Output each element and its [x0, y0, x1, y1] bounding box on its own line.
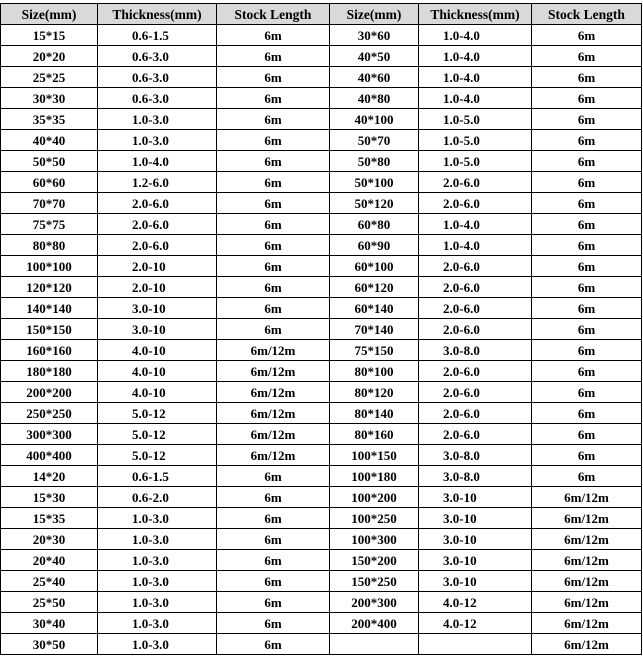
cell-size-left: 200*200 [1, 382, 98, 403]
cell-stock-length-left: 6m [217, 235, 330, 256]
cell-size-left: 180*180 [1, 361, 98, 382]
cell-size-right: 60*100 [330, 256, 419, 277]
table-row [1, 172, 642, 193]
cell-thickness-left: 3.0-10 [98, 319, 217, 340]
cell-thickness-right: 2.0-6.0 [419, 403, 532, 424]
table-row [1, 550, 642, 571]
cell-thickness-left: 1.0-3.0 [98, 529, 217, 550]
cell-stock-length-right: 6m [532, 67, 642, 88]
table-row [1, 340, 642, 361]
cell-size-right: 60*80 [330, 214, 419, 235]
cell-stock-length-right: 6m/12m [532, 613, 642, 634]
table-row [1, 256, 642, 277]
cell-stock-length-right: 6m [532, 214, 642, 235]
cell-stock-length-left: 6m [217, 214, 330, 235]
cell-size-left: 25*40 [1, 571, 98, 592]
cell-stock-length-right: 6m [532, 340, 642, 361]
header-thickness-right: Thickness(mm) [419, 4, 532, 25]
cell-size-right: 100*250 [330, 508, 419, 529]
cell-stock-length-left: 6m/12m [217, 382, 330, 403]
cell-thickness-left: 2.0-6.0 [98, 214, 217, 235]
table-row [1, 46, 642, 67]
cell-thickness-left: 1.0-3.0 [98, 571, 217, 592]
cell-size-left: 400*400 [1, 445, 98, 466]
cell-size-right: 80*100 [330, 361, 419, 382]
cell-stock-length-right: 6m/12m [532, 550, 642, 571]
table-row [1, 529, 642, 550]
cell-thickness-right: 1.0-4.0 [419, 46, 532, 67]
cell-thickness-right: 3.0-10 [419, 571, 532, 592]
cell-size-right: 80*160 [330, 424, 419, 445]
cell-stock-length-left: 6m [217, 277, 330, 298]
cell-thickness-left: 0.6-1.5 [98, 466, 217, 487]
cell-size-left: 60*60 [1, 172, 98, 193]
cell-size-right: 70*140 [330, 319, 419, 340]
cell-stock-length-left: 6m [217, 613, 330, 634]
cell-thickness-left: 4.0-10 [98, 340, 217, 361]
cell-thickness-left: 1.0-3.0 [98, 109, 217, 130]
cell-size-left: 30*40 [1, 613, 98, 634]
table-row [1, 214, 642, 235]
cell-thickness-right: 2.0-6.0 [419, 424, 532, 445]
cell-stock-length-right: 6m [532, 424, 642, 445]
cell-thickness-left: 1.0-3.0 [98, 550, 217, 571]
table-row [1, 592, 642, 613]
cell-stock-length-left: 6m [217, 172, 330, 193]
table-row [1, 319, 642, 340]
cell-stock-length-left: 6m [217, 67, 330, 88]
cell-size-left: 300*300 [1, 424, 98, 445]
cell-stock-length-right: 6m [532, 193, 642, 214]
cell-stock-length-left: 6m [217, 193, 330, 214]
table-row [1, 634, 642, 655]
cell-size-right: 200*300 [330, 592, 419, 613]
cell-size-left: 25*25 [1, 67, 98, 88]
cell-size-right: 100*150 [330, 445, 419, 466]
cell-size-left: 20*20 [1, 46, 98, 67]
cell-stock-length-left: 6m [217, 550, 330, 571]
cell-size-left: 20*30 [1, 529, 98, 550]
table-row [1, 130, 642, 151]
cell-size-right: 100*300 [330, 529, 419, 550]
cell-size-left: 25*50 [1, 592, 98, 613]
header-stock-length-left: Stock Length [217, 4, 330, 25]
cell-size-left: 160*160 [1, 340, 98, 361]
cell-stock-length-right: 6m [532, 88, 642, 109]
cell-thickness-right: 3.0-10 [419, 550, 532, 571]
cell-size-right: 50*120 [330, 193, 419, 214]
table-row [1, 445, 642, 466]
cell-stock-length-right: 6m/12m [532, 508, 642, 529]
header-stock-length-right: Stock Length [532, 4, 642, 25]
cell-stock-length-left: 6m [217, 592, 330, 613]
cell-size-left: 120*120 [1, 277, 98, 298]
table-row [1, 466, 642, 487]
cell-size-right: 50*80 [330, 151, 419, 172]
cell-stock-length-right: 6m [532, 172, 642, 193]
cell-thickness-right: 3.0-10 [419, 487, 532, 508]
cell-size-left: 80*80 [1, 235, 98, 256]
cell-thickness-left: 1.0-4.0 [98, 151, 217, 172]
cell-stock-length-left: 6m [217, 130, 330, 151]
cell-size-left: 14*20 [1, 466, 98, 487]
table-row [1, 613, 642, 634]
cell-thickness-right: 1.0-5.0 [419, 130, 532, 151]
cell-stock-length-right: 6m/12m [532, 487, 642, 508]
cell-thickness-left: 0.6-3.0 [98, 46, 217, 67]
cell-stock-length-right: 6m/12m [532, 529, 642, 550]
cell-stock-length-right: 6m [532, 403, 642, 424]
cell-thickness-right: 4.0-12 [419, 592, 532, 613]
cell-size-left: 75*75 [1, 214, 98, 235]
cell-thickness-right: 3.0-8.0 [419, 340, 532, 361]
table-row [1, 235, 642, 256]
cell-thickness-left: 5.0-12 [98, 424, 217, 445]
cell-stock-length-left: 6m [217, 634, 330, 655]
cell-thickness-right: 3.0-8.0 [419, 445, 532, 466]
cell-thickness-right: 1.0-4.0 [419, 214, 532, 235]
cell-stock-length-right: 6m [532, 298, 642, 319]
cell-size-right: 80*120 [330, 382, 419, 403]
cell-thickness-right: 2.0-6.0 [419, 256, 532, 277]
table-row [1, 298, 642, 319]
cell-size-left: 70*70 [1, 193, 98, 214]
cell-size-right: 40*50 [330, 46, 419, 67]
cell-thickness-left: 0.6-3.0 [98, 67, 217, 88]
cell-stock-length-right: 6m [532, 277, 642, 298]
cell-thickness-right: 3.0-10 [419, 529, 532, 550]
cell-thickness-right [419, 634, 532, 655]
cell-size-left: 15*30 [1, 487, 98, 508]
table-row [1, 109, 642, 130]
header-size-right: Size(mm) [330, 4, 419, 25]
cell-thickness-right: 1.0-5.0 [419, 109, 532, 130]
cell-size-left: 30*50 [1, 634, 98, 655]
cell-size-left: 35*35 [1, 109, 98, 130]
cell-size-right: 75*150 [330, 340, 419, 361]
cell-size-left: 20*40 [1, 550, 98, 571]
cell-size-left: 140*140 [1, 298, 98, 319]
cell-thickness-left: 0.6-1.5 [98, 25, 217, 46]
cell-thickness-right: 1.0-4.0 [419, 235, 532, 256]
table-row [1, 25, 642, 46]
cell-stock-length-left: 6m [217, 256, 330, 277]
cell-stock-length-left: 6m/12m [217, 445, 330, 466]
cell-thickness-right: 2.0-6.0 [419, 298, 532, 319]
table-row [1, 193, 642, 214]
cell-stock-length-right: 6m [532, 256, 642, 277]
cell-thickness-left: 1.0-3.0 [98, 592, 217, 613]
cell-thickness-left: 2.0-10 [98, 277, 217, 298]
cell-thickness-left: 3.0-10 [98, 298, 217, 319]
cell-thickness-left: 2.0-6.0 [98, 193, 217, 214]
cell-stock-length-left: 6m [217, 298, 330, 319]
table-row [1, 424, 642, 445]
cell-size-right: 40*80 [330, 88, 419, 109]
cell-stock-length-left: 6m [217, 508, 330, 529]
cell-thickness-right: 1.0-5.0 [419, 151, 532, 172]
table-row [1, 382, 642, 403]
cell-stock-length-right: 6m [532, 235, 642, 256]
table-row [1, 508, 642, 529]
cell-size-left: 30*30 [1, 88, 98, 109]
cell-thickness-right: 2.0-6.0 [419, 382, 532, 403]
table-row [1, 571, 642, 592]
cell-thickness-right: 1.0-4.0 [419, 88, 532, 109]
cell-stock-length-right: 6m/12m [532, 571, 642, 592]
cell-stock-length-right: 6m [532, 109, 642, 130]
cell-stock-length-left: 6m/12m [217, 361, 330, 382]
cell-thickness-left: 1.0-3.0 [98, 634, 217, 655]
table-row [1, 361, 642, 382]
cell-thickness-left: 1.2-6.0 [98, 172, 217, 193]
cell-size-left: 250*250 [1, 403, 98, 424]
cell-stock-length-left: 6m [217, 109, 330, 130]
cell-size-left: 15*35 [1, 508, 98, 529]
table-row [1, 487, 642, 508]
table-row [1, 403, 642, 424]
cell-thickness-right: 2.0-6.0 [419, 277, 532, 298]
cell-size-right: 150*200 [330, 550, 419, 571]
cell-stock-length-left: 6m/12m [217, 340, 330, 361]
cell-thickness-right: 1.0-4.0 [419, 25, 532, 46]
cell-thickness-right: 1.0-4.0 [419, 67, 532, 88]
cell-thickness-left: 5.0-12 [98, 403, 217, 424]
cell-stock-length-left: 6m [217, 487, 330, 508]
cell-size-left: 100*100 [1, 256, 98, 277]
cell-size-right: 200*400 [330, 613, 419, 634]
cell-size-right: 50*100 [330, 172, 419, 193]
table-body [1, 25, 642, 655]
cell-size-left: 15*15 [1, 25, 98, 46]
cell-size-right: 60*90 [330, 235, 419, 256]
cell-stock-length-right: 6m [532, 151, 642, 172]
header-row [1, 4, 642, 25]
cell-size-right: 60*120 [330, 277, 419, 298]
cell-thickness-left: 1.0-3.0 [98, 130, 217, 151]
cell-stock-length-right: 6m [532, 319, 642, 340]
table-row [1, 277, 642, 298]
cell-stock-length-left: 6m [217, 571, 330, 592]
cell-stock-length-right: 6m [532, 25, 642, 46]
cell-size-right: 40*60 [330, 67, 419, 88]
cell-thickness-left: 0.6-3.0 [98, 88, 217, 109]
cell-thickness-left: 0.6-2.0 [98, 487, 217, 508]
cell-stock-length-left: 6m [217, 466, 330, 487]
cell-size-right: 80*140 [330, 403, 419, 424]
cell-stock-length-right: 6m [532, 382, 642, 403]
table-row [1, 151, 642, 172]
header-thickness-left: Thickness(mm) [98, 4, 217, 25]
cell-size-right: 60*140 [330, 298, 419, 319]
cell-thickness-right: 2.0-6.0 [419, 319, 532, 340]
cell-thickness-left: 4.0-10 [98, 361, 217, 382]
cell-stock-length-left: 6m [217, 46, 330, 67]
cell-size-right [330, 634, 419, 655]
cell-stock-length-left: 6m [217, 25, 330, 46]
cell-stock-length-right: 6m [532, 466, 642, 487]
cell-stock-length-left: 6m [217, 88, 330, 109]
cell-thickness-left: 2.0-10 [98, 256, 217, 277]
stock-spec-table [0, 3, 642, 655]
cell-thickness-right: 2.0-6.0 [419, 193, 532, 214]
cell-stock-length-left: 6m [217, 529, 330, 550]
cell-stock-length-left: 6m/12m [217, 424, 330, 445]
header-size-left: Size(mm) [1, 4, 98, 25]
cell-size-right: 50*70 [330, 130, 419, 151]
cell-thickness-left: 1.0-3.0 [98, 508, 217, 529]
cell-size-right: 150*250 [330, 571, 419, 592]
cell-size-right: 100*200 [330, 487, 419, 508]
cell-thickness-right: 4.0-12 [419, 613, 532, 634]
cell-stock-length-right: 6m/12m [532, 634, 642, 655]
cell-thickness-right: 2.0-6.0 [419, 361, 532, 382]
cell-size-left: 40*40 [1, 130, 98, 151]
cell-thickness-right: 3.0-10 [419, 508, 532, 529]
cell-thickness-left: 2.0-6.0 [98, 235, 217, 256]
cell-thickness-right: 2.0-6.0 [419, 172, 532, 193]
cell-size-left: 150*150 [1, 319, 98, 340]
cell-thickness-left: 5.0-12 [98, 445, 217, 466]
cell-stock-length-right: 6m/12m [532, 592, 642, 613]
cell-stock-length-left: 6m/12m [217, 403, 330, 424]
cell-stock-length-right: 6m [532, 445, 642, 466]
cell-size-right: 100*180 [330, 466, 419, 487]
cell-stock-length-left: 6m [217, 319, 330, 340]
cell-size-right: 30*60 [330, 25, 419, 46]
cell-thickness-right: 3.0-8.0 [419, 466, 532, 487]
cell-stock-length-right: 6m [532, 361, 642, 382]
table-row [1, 67, 642, 88]
cell-stock-length-right: 6m [532, 130, 642, 151]
cell-stock-length-left: 6m [217, 151, 330, 172]
cell-size-left: 50*50 [1, 151, 98, 172]
cell-stock-length-right: 6m [532, 46, 642, 67]
table-row [1, 88, 642, 109]
cell-size-right: 40*100 [330, 109, 419, 130]
cell-thickness-left: 1.0-3.0 [98, 613, 217, 634]
cell-thickness-left: 4.0-10 [98, 382, 217, 403]
